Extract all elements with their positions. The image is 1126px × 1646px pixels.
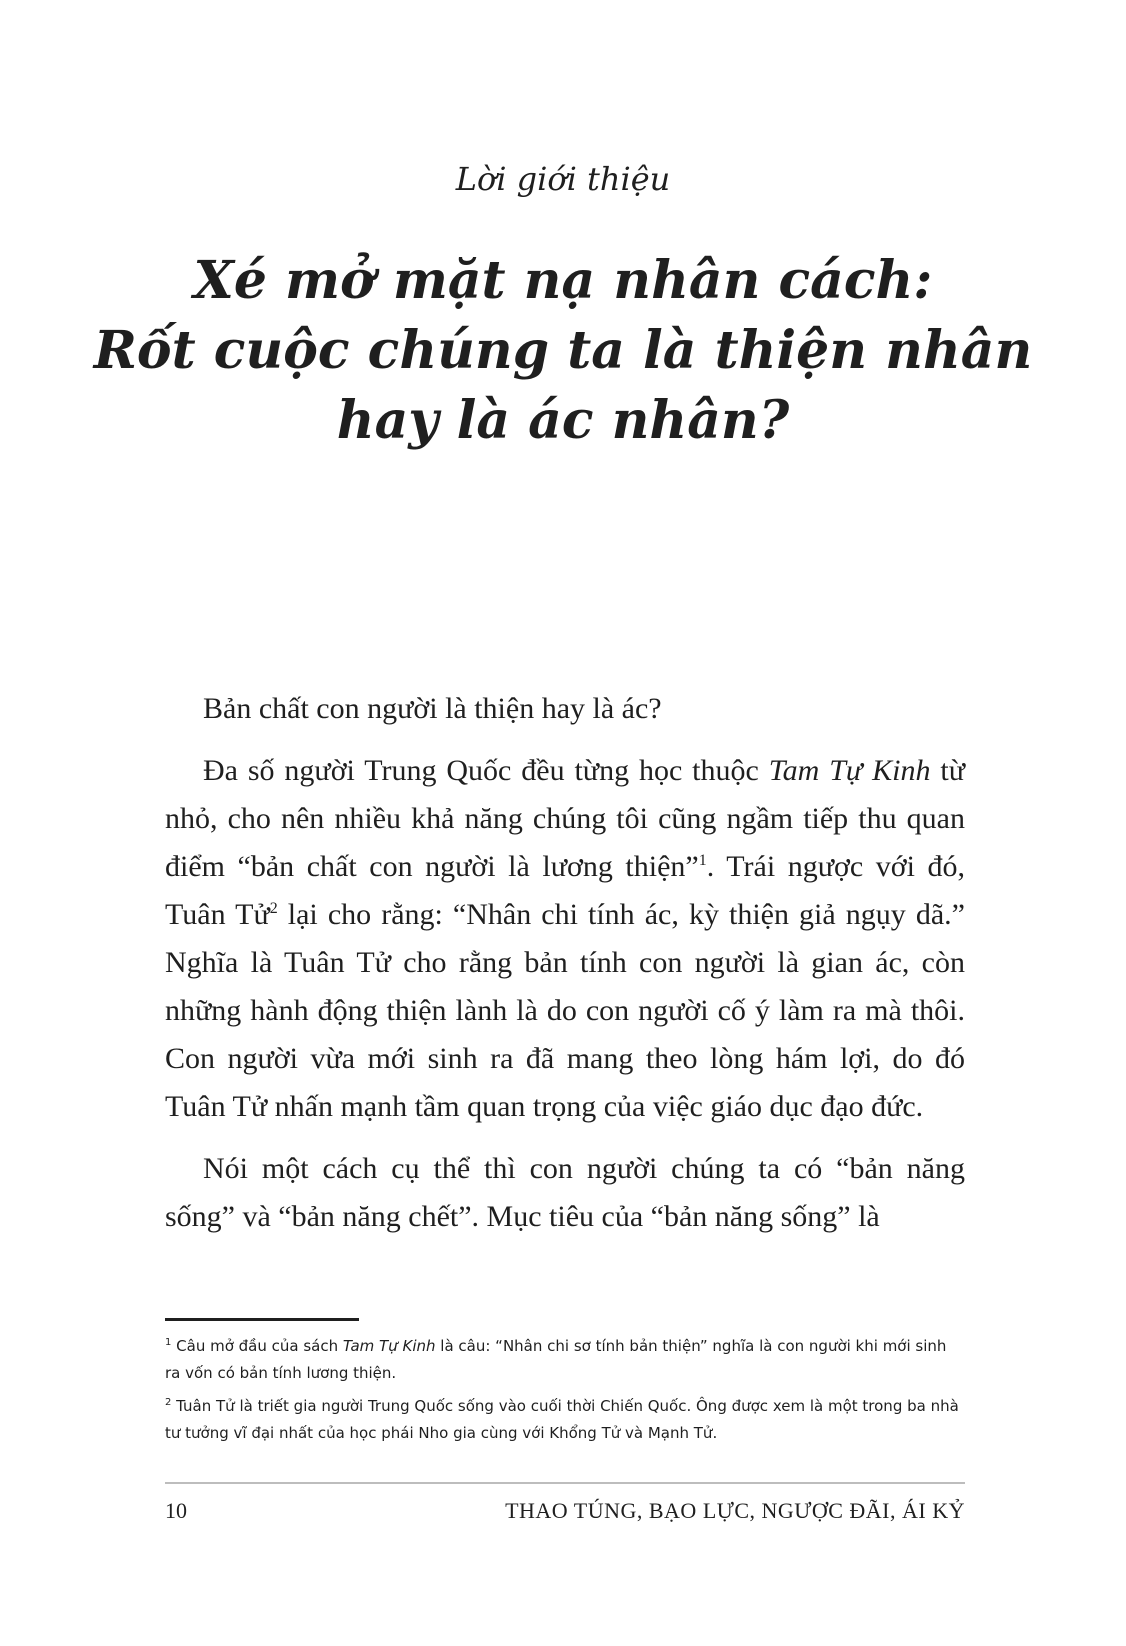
book-title: Tam Tự Kinh — [342, 1337, 436, 1355]
paragraph-text: từ nhỏ, cho nên nhiều khả năng chúng tôi cũng ngầm tiếp thu quan điểm “bản chất con người là lương thiện” — [165, 754, 965, 883]
chapter-title-line: Xé mở mặt nạ nhân cách: — [193, 250, 933, 311]
book-title: Tam Tự Kinh — [768, 754, 931, 787]
footnote-text: là câu: “Nhân chi sơ tính bản thiện” nghĩa là con người khi mới sinh ra vốn có bản tính lương thiện. — [165, 1337, 947, 1382]
paragraph — [165, 747, 965, 1131]
paragraph: Bản chất con người là thiện hay là ác? — [203, 692, 662, 725]
footnote-divider — [165, 1318, 359, 1321]
paragraph: Nói một cách cụ thể thì con người chúng ta có “bản năng sống” và “bản năng chết”. Mục tiêu của “bản năng sống” là — [165, 1152, 965, 1233]
footnotes — [165, 1333, 965, 1453]
running-head: THAO TÚNG, BẠO LỰC, NGƯỢC ĐÃI, ÁI KỶ — [505, 1498, 965, 1523]
chapter-label: Lời giới thiệu — [455, 160, 671, 198]
chapter-title-line: hay là ác nhân? — [336, 390, 790, 451]
paragraph-text: Đa số người Trung Quốc đều từng học thuộc — [203, 754, 769, 787]
footnote-text: Câu mở đầu của sách — [176, 1337, 343, 1355]
footnote-text: Tuân Tử là triết gia người Trung Quốc sống vào cuối thời Chiến Quốc. Ông được xem là một trong ba nhà tư tưởng vĩ đại nhất của học phái Nho gia cùng với Khổng Tử và Mạnh Tử. — [165, 1397, 959, 1442]
body-text — [165, 685, 965, 1255]
chapter-title — [80, 246, 1046, 456]
footnote — [165, 1393, 965, 1447]
footnote-number: 1 — [165, 1337, 172, 1348]
page-number: 10 — [165, 1498, 187, 1523]
footnote-ref[interactable]: 2 — [269, 900, 278, 917]
footnote-number: 2 — [165, 1397, 172, 1408]
paragraph-text: lại cho rằng: “Nhân chi tính ác, kỳ thiện giả ngụy dã.” Nghĩa là Tuân Tử cho rằng bản tính con người là gian ác, còn những hành động thiện lành là do con người cố ý làm ra mà thôi. Con người vừa mới sinh ra đã mang theo lòng hám lợi, do đó Tuân Tử nhấn mạnh tầm quan trọng của việc giáo dục đạo đức. — [165, 898, 965, 1123]
chapter-title-line: Rốt cuộc chúng ta là thiện nhân — [93, 320, 1033, 381]
footer-divider — [165, 1482, 965, 1484]
paragraph-text: . Trái ngược với đó, Tuân Tử — [165, 850, 965, 931]
footnote — [165, 1333, 965, 1387]
footnote-ref[interactable]: 1 — [698, 852, 707, 869]
